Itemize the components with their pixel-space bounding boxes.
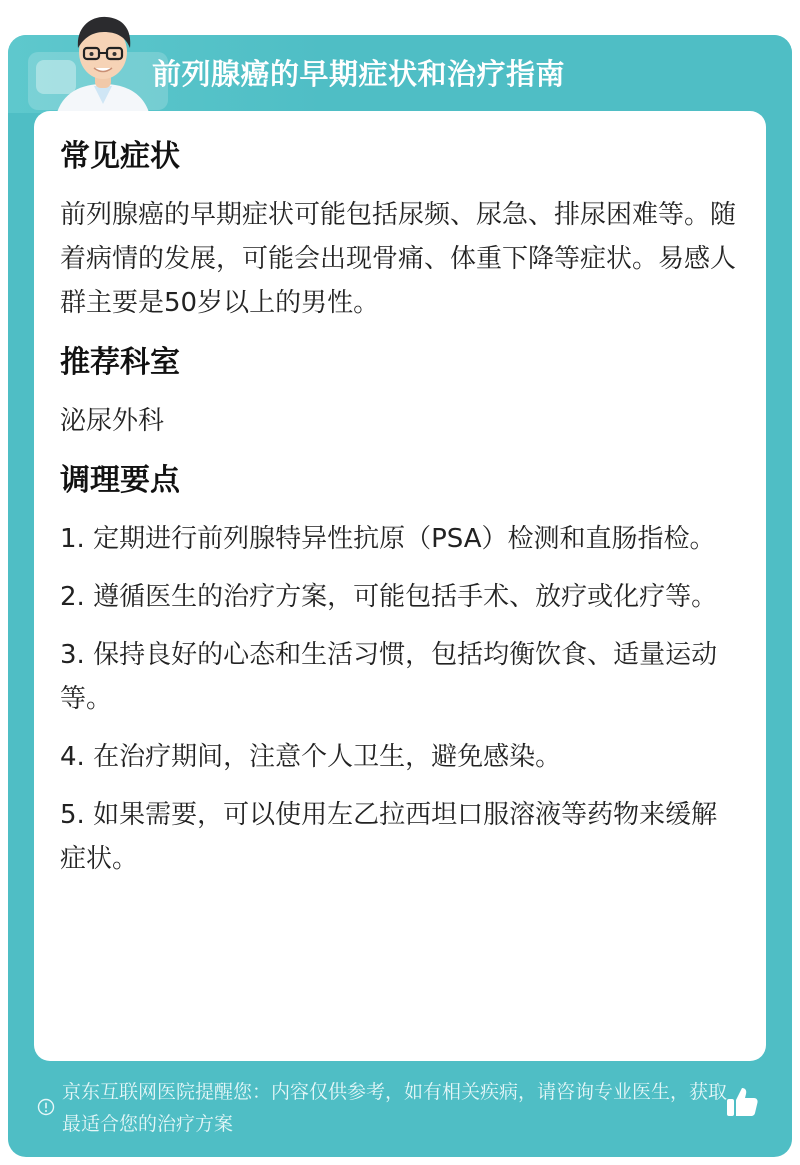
list-item: 3. 保持良好的心态和生活习惯，包括均衡饮食、适量运动等。: [60, 640, 718, 714]
section-title-department: 推荐科室: [60, 345, 180, 380]
list-item: 5. 如果需要，可以使用左乙拉西坦口服溶液等药物来缓解症状。: [60, 800, 718, 874]
list-item: 4. 在治疗期间，注意个人卫生，避免感染。: [60, 742, 562, 772]
thumbs-up-icon[interactable]: [724, 1084, 760, 1120]
page-title: 前列腺癌的早期症状和治疗指南: [152, 57, 566, 91]
section-title-symptoms: 常见症状: [60, 139, 180, 174]
content-body: [60, 135, 740, 895]
list-item: 2. 遵循医生的治疗方案，可能包括手术、放疗或化疗等。: [60, 582, 718, 612]
doctor-avatar: [48, 8, 158, 116]
disclaimer-text: 京东互联网医院提醒您：内容仅供参考，如有相关疾病，请咨询专业医生，获取最适合您的治疗方案: [62, 1081, 728, 1135]
symptoms-text: 前列腺癌的早期症状可能包括尿频、尿急、排尿困难等。随着病情的发展，可能会出现骨痛、体重下降等症状。易感人群主要是50岁以上的男性。: [60, 200, 737, 318]
content-card: [34, 111, 766, 1061]
list-item: 1. 定期进行前列腺特异性抗原（PSA）检测和直肠指检。: [60, 524, 716, 554]
department-text: 泌尿外科: [60, 406, 165, 436]
info-circle-icon: [37, 1098, 55, 1116]
section-title-care: 调理要点: [60, 463, 180, 498]
